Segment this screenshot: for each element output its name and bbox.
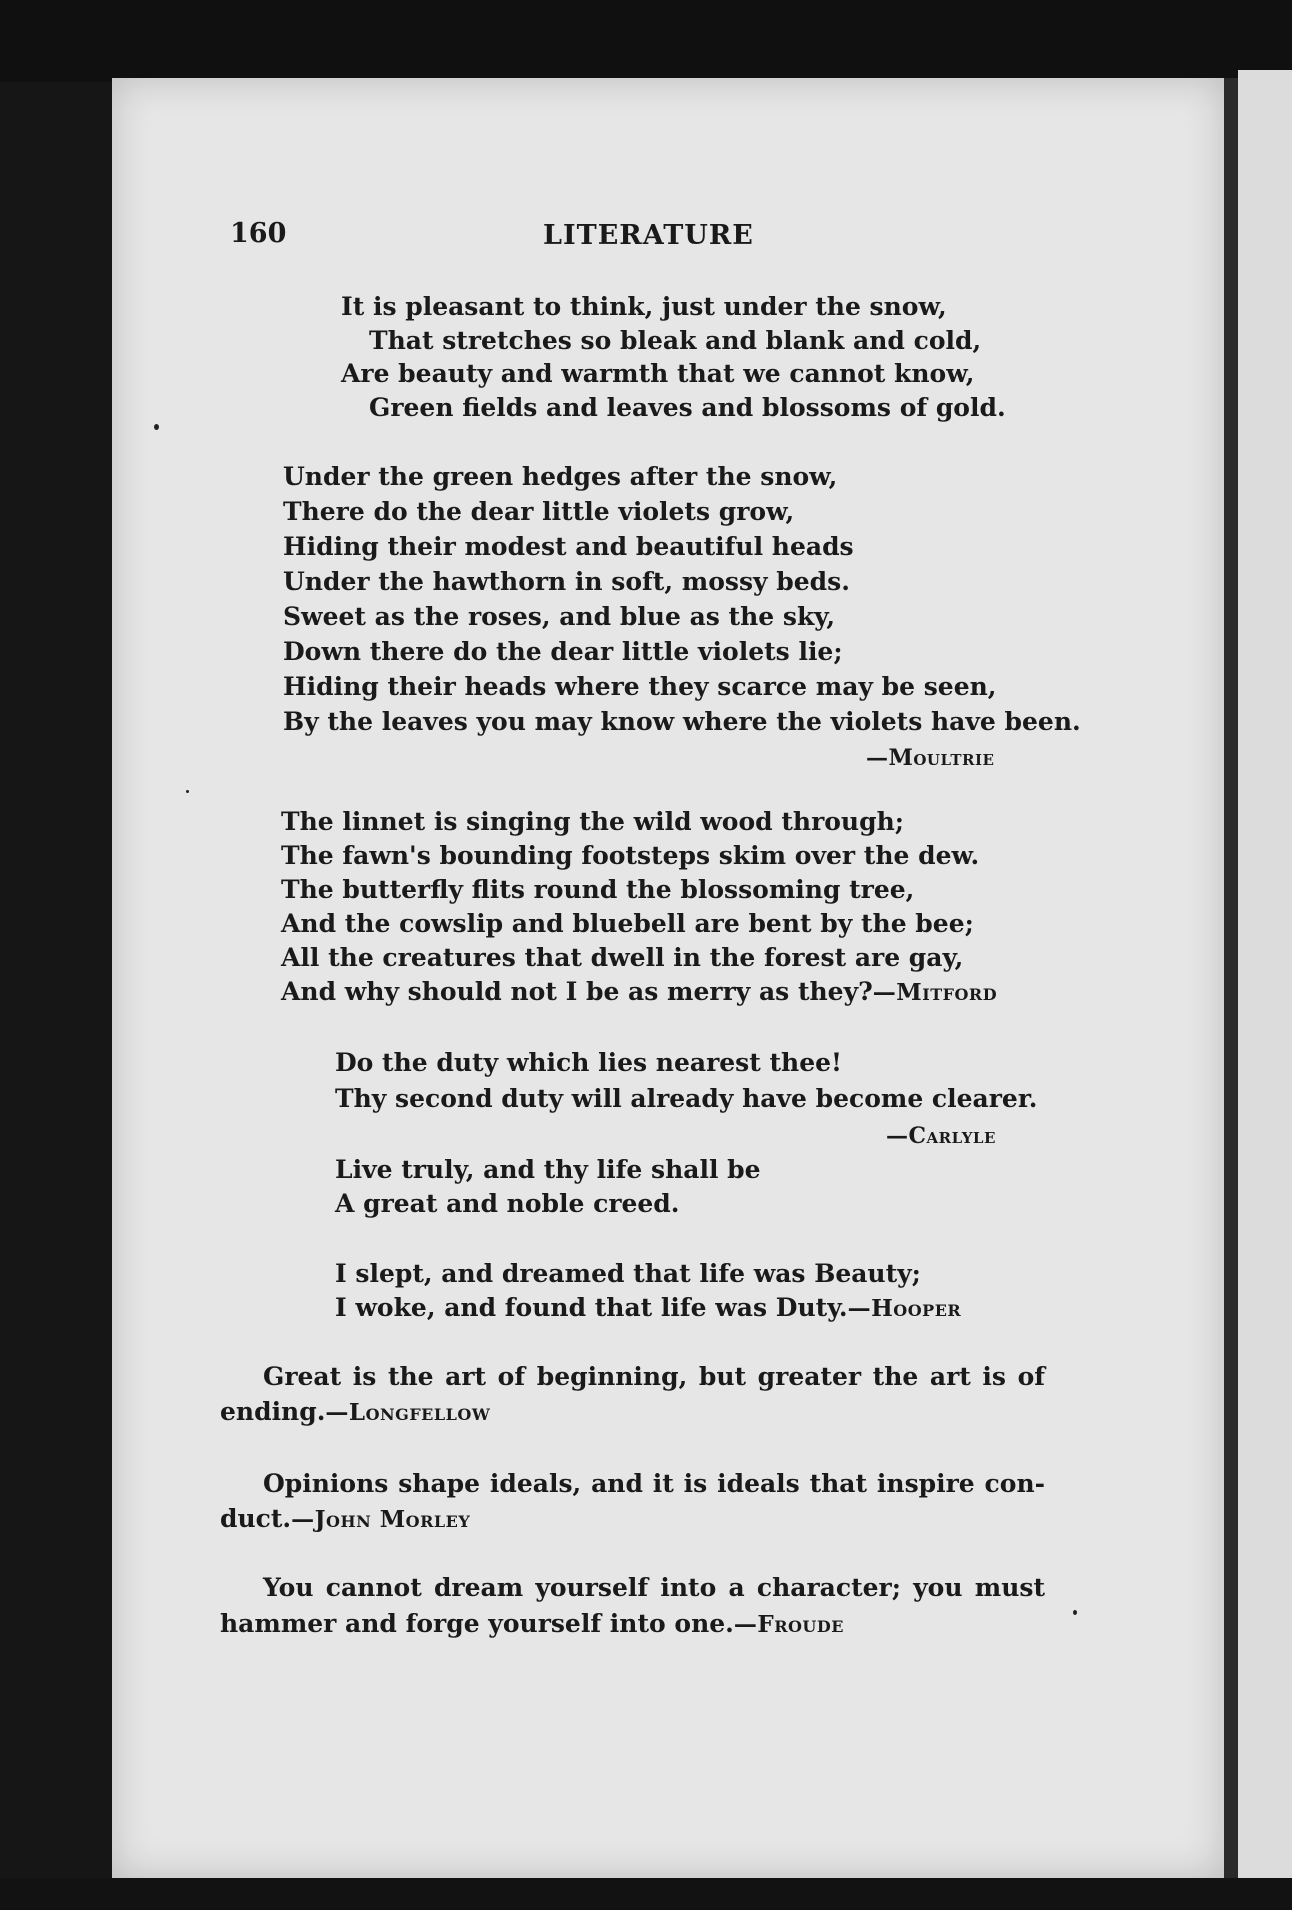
prose-line-with-attribution: [220, 1503, 470, 1536]
attribution-moultrie: —Moultrie: [866, 745, 995, 771]
poem-line: And why should not I be as merry as they?: [281, 977, 873, 1006]
quote-line: Live truly, and thy life shall be: [335, 1155, 761, 1184]
poem-line: Hiding their heads where they scarce may be seen,: [283, 672, 997, 701]
attribution-morley: —John Morley: [291, 1506, 471, 1533]
poem-line: All the creatures that dwell in the forest are gay,: [281, 943, 964, 972]
prose-line: Opinions shape ideals, and it is ideals that inspire con-: [263, 1469, 1045, 1498]
prose-line: ending.: [220, 1397, 326, 1426]
facing-page-edge: [1238, 70, 1292, 1890]
poem-line: The fawn's bounding footsteps skim over the dew.: [281, 841, 980, 870]
quote-line: I slept, and dreamed that life was Beauty;: [335, 1259, 921, 1288]
running-title: LITERATURE: [543, 220, 754, 251]
prose-line: duct.: [220, 1504, 292, 1533]
quote-line: Do the duty which lies nearest thee!: [335, 1048, 842, 1077]
prose-line: Great is the art of beginning, but greater the art is of: [263, 1362, 1045, 1391]
quote-line: Thy second duty will already have become clearer.: [335, 1084, 1038, 1113]
prose-line-with-attribution: [220, 1608, 844, 1641]
scan-speck: [154, 424, 159, 430]
poem-line-with-attribution: [281, 976, 997, 1009]
attribution-longfellow: —Longfellow: [325, 1399, 491, 1426]
attribution-mitford: —Mitford: [872, 979, 998, 1006]
scan-speck: [186, 790, 189, 793]
prose-line: You cannot dream yourself into a character; you must: [263, 1573, 1045, 1602]
poem-line: The linnet is singing the wild wood through;: [281, 807, 904, 836]
poem-line: That stretches so bleak and blank and cold,: [369, 326, 982, 355]
poem-line: Sweet as the roses, and blue as the sky,: [283, 602, 836, 631]
poem-line: Are beauty and warmth that we cannot know,: [341, 359, 975, 388]
scan-speck: [1073, 1610, 1077, 1615]
poem-line: It is pleasant to think, just under the snow,: [341, 292, 947, 321]
poem-line: By the leaves you may know where the violets have been.: [283, 707, 1081, 736]
attribution-hooper: —Hooper: [847, 1295, 962, 1322]
poem-line: And the cowslip and bluebell are bent by the bee;: [281, 909, 974, 938]
page-gutter: [1224, 78, 1238, 1878]
attribution-froude: —Froude: [733, 1611, 844, 1638]
poem-line: The butterfly flits round the blossoming tree,: [281, 875, 915, 904]
prose-line-with-attribution: [220, 1396, 490, 1429]
quote-line: I woke, and found that life was Duty.: [335, 1293, 848, 1322]
poem-line: Down there do the dear little violets lie;: [283, 637, 843, 666]
scan-border-bottom: [0, 1878, 1292, 1910]
page-number: 160: [230, 218, 287, 249]
poem-line: Under the green hedges after the snow,: [283, 462, 838, 491]
prose-line: hammer and forge yourself into one.: [220, 1609, 734, 1638]
quote-line-with-attribution: [335, 1292, 961, 1325]
poem-line: Green fields and leaves and blossoms of gold.: [369, 393, 1006, 422]
poem-line: There do the dear little violets grow,: [283, 497, 795, 526]
quote-line: A great and noble creed.: [335, 1189, 680, 1218]
scan-border-top: [0, 0, 1292, 82]
attribution-carlyle: —Carlyle: [886, 1123, 996, 1149]
poem-line: Under the hawthorn in soft, mossy beds.: [283, 567, 850, 596]
poem-line: Hiding their modest and beautiful heads: [283, 532, 854, 561]
